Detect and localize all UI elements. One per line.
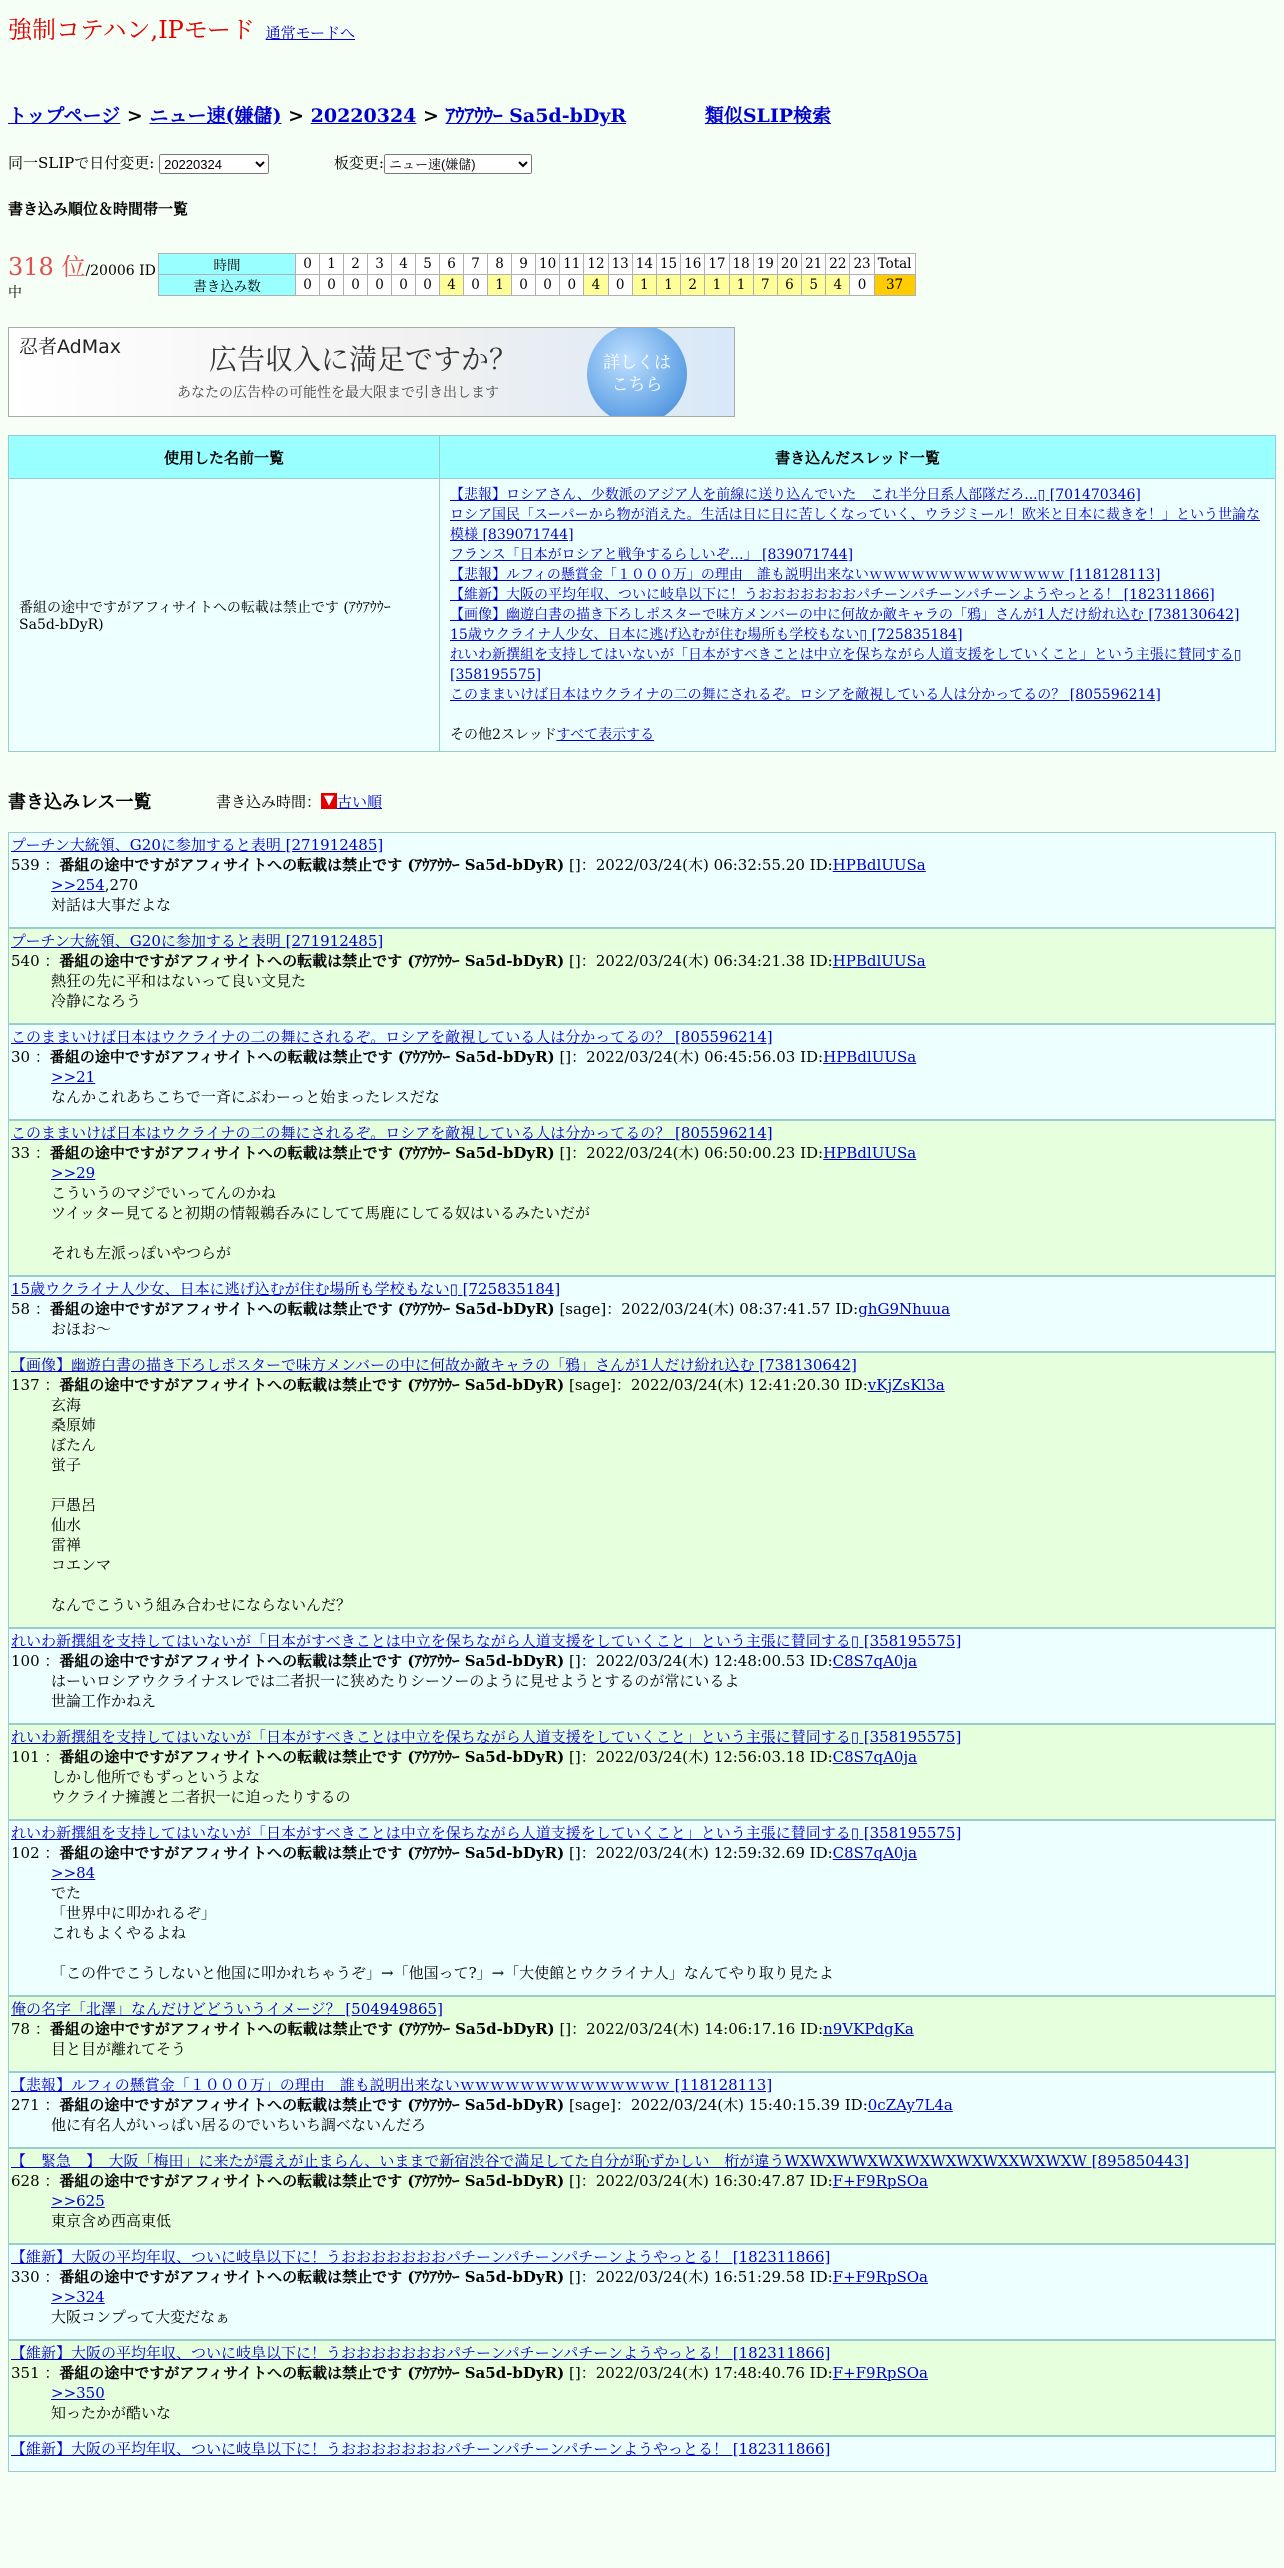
post-thread	[11, 1823, 1275, 1843]
post-id-link[interactable]: C8S7qA0ja	[832, 1844, 918, 1862]
post-text-line: 大阪コンプって大変だなぁ	[51, 2308, 231, 2326]
post-id-link[interactable]: 0cZAy7L4a	[867, 2096, 953, 2114]
count-cell: 1	[632, 275, 656, 296]
post-thread	[11, 1355, 1275, 1375]
post-thread	[11, 835, 1275, 855]
post-thread-link[interactable]: 【維新】大阪の平均年収、ついに岐阜以下に！うおおおおおおおパチーンパチーンパチーンようやっとる！ [182311866]	[11, 2344, 831, 2362]
post-text-line: ぼたん	[51, 1436, 97, 1454]
breadcrumb	[8, 101, 1276, 128]
ranking-section-title: 書き込み順位＆時間帯一覧	[8, 200, 189, 218]
post-mail: []	[568, 2172, 581, 2190]
post-thread-link[interactable]: プーチン大統領、G20に参加すると表明 [271912485]	[11, 932, 384, 950]
post-meta: 271 ：番組の途中ですがアフィサイトへの転載は禁止です (ｱｳｱｳｳｰ Sa5d-bDyR) [sage]：2022/03/24(木) 15:40:15.39 ID:0cZAy7L4a	[11, 2096, 953, 2114]
post-number: 540	[11, 952, 40, 970]
post-id-link[interactable]: ghG9Nhuua	[858, 1300, 951, 1318]
thread-link[interactable]: 【維新】大阪の平均年収、ついに岐阜以下に！うおおおおおおおパチーンパチーンパチーンようやっとる！ [182311866]	[450, 587, 1215, 603]
post-thread-link[interactable]: 【悲報】ルフィの懸賞金「１０００万」の理由 誰も説明出来ないｗｗｗｗｗｗｗｗｗｗｗｗｗｗ [118128113]	[11, 2076, 773, 2094]
post-anchor-link[interactable]: >>21	[51, 1068, 96, 1086]
hour-cell: 18	[729, 254, 753, 275]
ad-subtext: あなたの広告枠の可能性を最大限まで引き出します	[177, 385, 499, 401]
post-text-line: 東京含め西高東低	[51, 2212, 172, 2230]
post-text-line: コエンマ	[51, 1556, 112, 1574]
count-cell: 7	[753, 275, 777, 296]
post-name: 番組の途中ですがアフィサイトへの転載は禁止です (ｱｳｱｳｳｰ Sa5d-bDyR)	[59, 2096, 565, 2114]
post-meta: 539 ：番組の途中ですがアフィサイトへの転載は禁止です (ｱｳｱｳｳｰ Sa5d-bDyR) []：2022/03/24(木) 06:32:55.20 ID:HPBdlUUSa	[11, 856, 926, 874]
post-thread	[11, 1727, 1275, 1747]
post-thread	[11, 2343, 1275, 2363]
post-thread	[11, 1123, 1275, 1143]
rank-value: 318 位	[8, 253, 86, 281]
post-text-line: でた	[51, 1884, 82, 1902]
post-name: 番組の途中ですがアフィサイトへの転載は禁止です (ｱｳｱｳｳｰ Sa5d-bDyR)	[59, 856, 565, 874]
post-name: 番組の途中ですがアフィサイトへの転載は禁止です (ｱｳｱｳｳｰ Sa5d-bDyR)	[49, 1144, 555, 1162]
hour-cell: 4	[392, 254, 416, 275]
post-item	[8, 928, 1276, 1024]
post-number: 101	[11, 1748, 40, 1766]
post-thread-link[interactable]: 【維新】大阪の平均年収、ついに岐阜以下に！うおおおおおおおパチーンパチーンパチーンようやっとる！ [182311866]	[11, 2248, 831, 2266]
count-cell: 0	[368, 275, 392, 296]
breadcrumb-board-link[interactable]: ニュー速(嫌儲)	[149, 105, 282, 127]
rank-summary	[8, 247, 158, 302]
post-number: 102	[11, 1844, 40, 1862]
post-number: 351	[11, 2364, 40, 2382]
breadcrumb-slip-link[interactable]: ｱｳｱｳｳｰ Sa5d-bDyR	[445, 105, 627, 127]
count-cell: 0	[512, 275, 536, 296]
hour-cell: 0	[296, 254, 320, 275]
post-mail: []	[568, 1652, 581, 1670]
hour-cell: 1	[320, 254, 344, 275]
count-cell: 0	[464, 275, 488, 296]
post-thread	[11, 1631, 1275, 1651]
post-date: 2022/03/24(木) 12:41:20.30	[630, 1376, 840, 1394]
hour-cell: 9	[512, 254, 536, 275]
more-threads-line	[450, 725, 1265, 745]
post-mail: []	[559, 1144, 572, 1162]
post-thread-link[interactable]: 俺の名字「北澤」なんだけどどういうイメージ？ [504949865]	[11, 2000, 443, 2018]
post-body	[51, 1319, 1275, 1339]
res-list-header	[8, 788, 1276, 814]
post-text-line: 「世界中に叩かれるぞ」	[51, 1904, 217, 1922]
post-id-link[interactable]: HPBdlUUSa	[832, 952, 926, 970]
count-cell: 37	[874, 275, 915, 296]
mode-header	[8, 0, 1276, 45]
ad-headline: 広告収入に満足ですか？	[209, 343, 518, 376]
hour-cell: 20	[777, 254, 801, 275]
post-thread-link[interactable]: このままいけば日本はウクライナの二の舞にされるぞ。ロシアを敵視している人は分かってるの？ [805596214]	[11, 1124, 773, 1142]
post-time-label: 書き込み時間：	[216, 792, 322, 811]
post-item	[8, 1628, 1276, 1724]
post-mail: []	[568, 2364, 581, 2382]
post-body	[51, 1163, 1275, 1263]
post-text-line: これもよくやるよね	[51, 1924, 187, 1942]
post-body	[51, 1671, 1275, 1711]
rank-total: /20006 ID中	[8, 263, 156, 301]
count-cell: 1	[729, 275, 753, 296]
post-item	[8, 2436, 1276, 2472]
post-item	[8, 1024, 1276, 1120]
used-name: 番組の途中ですがアフィサイトへの転載は禁止です (ｱｳｱｳｳｰ Sa5d-bDyR)	[9, 479, 440, 752]
post-anchor-extra: ,270	[104, 876, 139, 894]
post-body	[51, 1395, 1275, 1615]
post-meta: 137 ：番組の途中ですがアフィサイトへの転載は禁止です (ｱｳｱｳｳｰ Sa5d-bDyR) [sage]：2022/03/24(木) 12:41:20.30 ID:vKjZsKl3a	[11, 1376, 945, 1394]
sort-arrow-icon[interactable]: ▼	[321, 793, 337, 809]
post-mail: []	[568, 856, 581, 874]
post-body	[51, 1863, 1275, 1983]
post-number: 539	[11, 856, 40, 874]
post-mail: []	[568, 1844, 581, 1862]
post-item	[8, 1820, 1276, 1996]
count-cell: 4	[584, 275, 608, 296]
post-body	[51, 2287, 1275, 2327]
post-date: 2022/03/24(木) 16:30:47.87	[595, 2172, 805, 2190]
post-text-line: 熱狂の先に平和はないって良い文見た	[51, 972, 307, 990]
post-anchor-line	[51, 1163, 1275, 1183]
count-cell: 4	[826, 275, 850, 296]
post-thread	[11, 2439, 1275, 2459]
post-text-line: はーいロシアウクライナスレでは二者択一に狭めたりシーソーのように見せようとするのが常にいるよ	[51, 1672, 740, 1690]
hour-cell: 2	[344, 254, 368, 275]
post-body	[51, 1767, 1275, 1807]
show-all-threads-link[interactable]: すべて表示する	[556, 727, 655, 743]
hour-cell: 10	[536, 254, 560, 275]
hour-cell: 16	[681, 254, 705, 275]
post-meta: 351 ：番組の途中ですがアフィサイトへの転載は禁止です (ｱｳｱｳｳｰ Sa5d-bDyR) []：2022/03/24(木) 17:48:40.76 ID:F+F9RpSOa	[11, 2364, 928, 2382]
post-id-link[interactable]: F+F9RpSOa	[832, 2364, 928, 2382]
post-text-line: 戸愚呂	[51, 1496, 97, 1514]
post-text-line: 目と目が離れてそう	[51, 2040, 187, 2058]
post-text-line: こういうのマジでいってんのかね	[51, 1184, 277, 1202]
post-body	[51, 2039, 1275, 2059]
selectors	[8, 152, 1276, 174]
hour-cell: 15	[656, 254, 680, 275]
ranking-row	[8, 247, 1276, 302]
post-text-line: 知ったかが酷いな	[51, 2404, 172, 2422]
board-select[interactable]	[384, 154, 532, 174]
post-anchor-line	[51, 875, 1275, 895]
similar-slip-search-link[interactable]: 類似SLIP検索	[704, 105, 832, 127]
hour-cell: 21	[802, 254, 826, 275]
thread-link[interactable]: 【画像】幽遊白書の描き下ろしポスターで味方メンバーの中に何故か敵キャラの「鴉」さんが1人だけ紛れ込む [738130642]	[450, 607, 1240, 623]
post-number: 628	[11, 2172, 40, 2190]
ad-banner[interactable]	[8, 327, 735, 417]
post-mail: [sage]	[559, 1300, 607, 1318]
count-cell: 4	[440, 275, 464, 296]
post-number: 330	[11, 2268, 40, 2286]
post-id-link[interactable]: C8S7qA0ja	[832, 1652, 918, 1670]
post-number: 100	[11, 1652, 40, 1670]
hour-cell: 5	[416, 254, 440, 275]
post-date: 2022/03/24(木) 14:06:17.16	[586, 2020, 796, 2038]
hour-cell: 23	[850, 254, 874, 275]
post-text-line: なんかこれあちこちで一斉にぶわーっと始まったレスだな	[51, 1088, 440, 1106]
post-name: 番組の途中ですがアフィサイトへの転載は禁止です (ｱｳｱｳｳｰ Sa5d-bDyR)	[59, 2268, 565, 2286]
post-number: 78	[11, 2020, 31, 2038]
post-text-line: それも左派っぽいやつらが	[51, 1244, 232, 1262]
post-date: 2022/03/24(木) 17:48:40.76	[595, 2364, 805, 2382]
count-cell: 0	[560, 275, 584, 296]
hours-row-label: 時間	[159, 254, 296, 275]
count-cell: 6	[777, 275, 801, 296]
post-number: 33	[11, 1144, 31, 1162]
hour-cell: 11	[560, 254, 584, 275]
thread-link[interactable]: フランス「日本がロシアと戦争するらしいぞ…」 [839071744]	[450, 547, 854, 563]
post-id-link[interactable]: n9VKPdgKa	[823, 2020, 914, 2038]
post-thread	[11, 1279, 1275, 1299]
thread-link[interactable]: 【悲報】ルフィの懸賞金「１０００万」の理由 誰も説明出来ないｗｗｗｗｗｗｗｗｗｗｗｗｗｗ [118128113]	[450, 567, 1161, 583]
post-mail: []	[559, 2020, 572, 2038]
post-date: 2022/03/24(木) 06:32:55.20	[595, 856, 805, 874]
post-number: 137	[11, 1376, 40, 1394]
post-id-link[interactable]: HPBdlUUSa	[832, 856, 926, 874]
post-number: 58	[11, 1300, 31, 1318]
sort-oldest-link[interactable]: 古い順	[337, 792, 383, 811]
hour-cell: 6	[440, 254, 464, 275]
post-body	[51, 2115, 1275, 2135]
post-text-line: おほお～	[51, 1320, 112, 1338]
post-name: 番組の途中ですがアフィサイトへの転載は禁止です (ｱｳｱｳｳｰ Sa5d-bDyR)	[59, 1844, 565, 1862]
ad-brand-logo: 忍者AdMax	[19, 336, 122, 358]
post-id-link[interactable]: C8S7qA0ja	[832, 1748, 918, 1766]
count-cell: 0	[536, 275, 560, 296]
post-list	[8, 832, 1276, 2472]
thread-list	[440, 479, 1276, 752]
post-number: 30	[11, 1048, 31, 1066]
post-meta: 100 ：番組の途中ですがアフィサイトへの転載は禁止です (ｱｳｱｳｳｰ Sa5d-bDyR) []：2022/03/24(木) 12:48:00.53 ID:C8S7qA0ja	[11, 1652, 918, 1670]
post-mail: [sage]	[568, 2096, 616, 2114]
thread-link[interactable]: れいわ新撰組を支持してはいないが「日本がすべきことは中立を保ちながら人道支援をしていくこと」という主張に賛同する▯ [358195575]	[450, 647, 1242, 683]
post-name: 番組の途中ですがアフィサイトへの転載は禁止です (ｱｳｱｳｳｰ Sa5d-bDyR)	[59, 1748, 565, 1766]
post-item	[8, 2244, 1276, 2340]
post-name: 番組の途中ですがアフィサイトへの転載は禁止です (ｱｳｱｳｳｰ Sa5d-bDyR)	[59, 952, 565, 970]
threads-column-header: 書き込んだスレッド一覧	[440, 436, 1276, 479]
post-text-line: 玄海	[51, 1396, 82, 1414]
post-text-line: しかし他所でもずっというよな	[51, 1768, 261, 1786]
count-cell: 0	[850, 275, 874, 296]
post-thread-link[interactable]: 【 緊急 】 大阪「梅田」に来たが震えが止まらん、いままで新宿渋谷で満足してた自分が恥ずかしい 桁が違うWXWXWWXWXWXWXWXWXXWXWXW [895850443]	[11, 2152, 1190, 2170]
post-text-line: ツイッター見てると初期の情報鵜呑みにしてて馬鹿にしてる奴はいるみたいだが	[51, 1204, 590, 1222]
count-cell: 0	[416, 275, 440, 296]
counts-row-label: 書き込み数	[159, 275, 296, 296]
post-item	[8, 2340, 1276, 2436]
hour-cell: 8	[488, 254, 512, 275]
thread-link[interactable]: 【悲報】ロシアさん、少数派のアジア人を前線に送り込んでいた これ半分日系人部隊だろ...▯ [701470346]	[450, 487, 1141, 503]
breadcrumb-separator: >	[126, 105, 143, 127]
slip-date-select[interactable]	[159, 154, 269, 174]
post-body	[51, 2383, 1275, 2423]
count-cell: 0	[296, 275, 320, 296]
post-text-line: なんでこういう組み合わせにならないんだ？	[51, 1596, 352, 1614]
count-cell: 1	[705, 275, 729, 296]
post-anchor-line	[51, 1067, 1275, 1087]
post-meta: 330 ：番組の途中ですがアフィサイトへの転載は禁止です (ｱｳｱｳｳｰ Sa5d-bDyR) []：2022/03/24(木) 16:51:29.58 ID:F+F9RpSOa	[11, 2268, 928, 2286]
post-anchor-line	[51, 2383, 1275, 2403]
post-meta: 33 ：番組の途中ですがアフィサイトへの転載は禁止です (ｱｳｱｳｳｰ Sa5d-bDyR) []：2022/03/24(木) 06:50:00.23 ID:HPBdlUUSa	[11, 1144, 917, 1162]
post-text-line: 蛍子	[51, 1456, 82, 1474]
post-body	[51, 1067, 1275, 1107]
hour-cell: 3	[368, 254, 392, 275]
post-text-line: 対話は大事だよな	[51, 896, 172, 914]
names-column-header: 使用した名前一覧	[9, 436, 440, 479]
post-date: 2022/03/24(木) 08:37:41.57	[621, 1300, 831, 1318]
hour-cell: 22	[826, 254, 850, 275]
post-thread-link[interactable]: プーチン大統領、G20に参加すると表明 [271912485]	[11, 836, 384, 854]
post-mail: []	[568, 1748, 581, 1766]
post-id-link[interactable]: F+F9RpSOa	[832, 2268, 928, 2286]
hour-cell: 19	[753, 254, 777, 275]
post-text-line: 冷静になろう	[51, 992, 142, 1010]
hour-cell: 13	[608, 254, 632, 275]
post-meta: 30 ：番組の途中ですがアフィサイトへの転載は禁止です (ｱｳｱｳｳｰ Sa5d-bDyR) []：2022/03/24(木) 06:45:56.03 ID:HPBdlUUSa	[11, 1048, 917, 1066]
post-body	[51, 2191, 1275, 2231]
post-thread	[11, 1027, 1275, 1047]
post-meta: 78 ：番組の途中ですがアフィサイトへの転載は禁止です (ｱｳｱｳｳｰ Sa5d-bDyR) []：2022/03/24(木) 14:06:17.16 ID:n9VKPdgKa	[11, 2020, 914, 2038]
count-cell: 1	[656, 275, 680, 296]
post-thread-link[interactable]: このままいけば日本はウクライナの二の舞にされるぞ。ロシアを敵視している人は分かってるの？ [805596214]	[11, 1028, 773, 1046]
breadcrumb-separator: >	[288, 105, 304, 127]
post-number: 271	[11, 2096, 40, 2114]
post-body	[51, 971, 1275, 1011]
post-text-line	[51, 1943, 1275, 1963]
normal-mode-link[interactable]: 通常モードへ	[265, 24, 356, 42]
post-anchor-link[interactable]: >>350	[51, 2384, 105, 2402]
thread-link[interactable]: このままいけば日本はウクライナの二の舞にされるぞ。ロシアを敵視している人は分かってるの？ [805596214]	[450, 687, 1161, 703]
post-id-link[interactable]: HPBdlUUSa	[823, 1048, 917, 1066]
post-name: 番組の途中ですがアフィサイトへの転載は禁止です (ｱｳｱｳｳｰ Sa5d-bDyR)	[59, 2172, 565, 2190]
post-date: 2022/03/24(木) 06:50:00.23	[586, 1144, 796, 1162]
post-thread-link[interactable]: れいわ新撰組を支持してはいないが「日本がすべきことは中立を保ちながら人道支援をしていくこと」という主張に賛同する▯ [358195575]	[11, 1824, 962, 1842]
post-name: 番組の途中ですがアフィサイトへの転載は禁止です (ｱｳｱｳｳｰ Sa5d-bDyR)	[59, 1652, 565, 1670]
more-threads-count: その他2スレッド	[450, 727, 557, 743]
post-date: 2022/03/24(木) 12:48:00.53	[595, 1652, 805, 1670]
post-meta: 102 ：番組の途中ですがアフィサイトへの転載は禁止です (ｱｳｱｳｳｰ Sa5d-bDyR) []：2022/03/24(木) 12:59:32.69 ID:C8S7qA0ja	[11, 1844, 918, 1862]
breadcrumb-top-link[interactable]: トップページ	[8, 105, 121, 127]
post-item	[8, 1996, 1276, 2072]
post-item	[8, 1724, 1276, 1820]
post-thread	[11, 2075, 1275, 2095]
post-date: 2022/03/24(木) 16:51:29.58	[595, 2268, 805, 2286]
ad-details-button[interactable]: 詳しくは こちら	[587, 327, 687, 417]
post-text-line: 他に有名人がいっぱい居るのでいちいち調べないんだろ	[51, 2116, 427, 2134]
count-cell: 0	[608, 275, 632, 296]
thread-link[interactable]: ロシア国民「スーパーから物が消えた。生活は日に日に苦しくなっていく、ウラジミール！欧米と日本に裁きを！」という世論な模様 [839071744]	[450, 507, 1261, 543]
post-name: 番組の途中ですがアフィサイトへの転載は禁止です (ｱｳｱｳｳｰ Sa5d-bDyR)	[49, 2020, 555, 2038]
post-date: 2022/03/24(木) 12:59:32.69	[595, 1844, 805, 1862]
post-thread	[11, 2247, 1275, 2267]
mode-title: 強制コテハン,IPモード	[8, 16, 255, 44]
post-text-line	[51, 1475, 1275, 1495]
breadcrumb-date-link[interactable]: 20220324	[310, 105, 417, 127]
post-date: 2022/03/24(木) 15:40:15.39	[630, 2096, 840, 2114]
post-anchor-line	[51, 2287, 1275, 2307]
post-anchor-link[interactable]: >>625	[51, 2192, 105, 2210]
post-text-line: 桑原姉	[51, 1416, 97, 1434]
count-cell: 5	[802, 275, 826, 296]
post-item	[8, 832, 1276, 928]
post-mail: [sage]	[568, 1376, 616, 1394]
post-item	[8, 2148, 1276, 2244]
post-id-link[interactable]: F+F9RpSOa	[832, 2172, 928, 2190]
post-anchor-link[interactable]: >>324	[51, 2288, 105, 2306]
post-item	[8, 1352, 1276, 1628]
post-anchor-line	[51, 1863, 1275, 1883]
post-mail: []	[568, 2268, 581, 2286]
thread-link[interactable]: 15歳ウクライナ人少女、日本に逃げ込むが住む場所も学校もない▯ [725835184]	[450, 627, 963, 643]
post-date: 2022/03/24(木) 06:45:56.03	[586, 1048, 796, 1066]
post-text-line: ウクライナ擁護と二者択一に迫ったりするの	[51, 1788, 351, 1806]
post-meta: 628 ：番組の途中ですがアフィサイトへの転載は禁止です (ｱｳｱｳｳｰ Sa5d-bDyR) []：2022/03/24(木) 16:30:47.87 ID:F+F9RpSOa	[11, 2172, 928, 2190]
post-name: 番組の途中ですがアフィサイトへの転載は禁止です (ｱｳｱｳｳｰ Sa5d-bDyR)	[49, 1300, 555, 1318]
post-text-line: 仙水	[51, 1516, 82, 1534]
post-thread-link[interactable]: れいわ新撰組を支持してはいないが「日本がすべきことは中立を保ちながら人道支援をしていくこと」という主張に賛同する▯ [358195575]	[11, 1632, 962, 1650]
post-text-line: 世論工作かねえ	[51, 1692, 157, 1710]
board-change-label: 板変更:	[333, 154, 384, 172]
post-text-line	[51, 1223, 1275, 1243]
post-item	[8, 2072, 1276, 2148]
hour-cell: 17	[705, 254, 729, 275]
post-mail: []	[559, 1048, 572, 1066]
post-id-link[interactable]: vKjZsKl3a	[867, 1376, 945, 1394]
count-cell: 0	[344, 275, 368, 296]
count-cell: 0	[392, 275, 416, 296]
post-name: 番組の途中ですがアフィサイトへの転載は禁止です (ｱｳｱｳｳｰ Sa5d-bDyR)	[49, 1048, 555, 1066]
post-item	[8, 1120, 1276, 1276]
post-item	[8, 1276, 1276, 1352]
hourly-post-table	[158, 253, 916, 296]
post-text-line: 「この件でこうしないと他国に叩かれちゃうぞ」→「他国って?」→「大使館とウクライナ人」なんてやり取り見たよ	[51, 1964, 834, 1982]
post-body	[51, 875, 1275, 915]
hour-cell: 7	[464, 254, 488, 275]
post-date: 2022/03/24(木) 12:56:03.18	[595, 1748, 805, 1766]
hour-cell: 14	[632, 254, 656, 275]
post-thread	[11, 931, 1275, 951]
post-meta: 58 ：番組の途中ですがアフィサイトへの転載は禁止です (ｱｳｱｳｳｰ Sa5d-bDyR) [sage]：2022/03/24(木) 08:37:41.57 ID:ghG9Nhuua	[11, 1300, 951, 1318]
breadcrumb-separator: >	[423, 105, 439, 127]
post-date: 2022/03/24(木) 06:34:21.38	[595, 952, 805, 970]
post-meta: 101 ：番組の途中ですがアフィサイトへの転載は禁止です (ｱｳｱｳｳｰ Sa5d-bDyR) []：2022/03/24(木) 12:56:03.18 ID:C8S7qA0ja	[11, 1748, 918, 1766]
post-name: 番組の途中ですがアフィサイトへの転載は禁止です (ｱｳｱｳｳｰ Sa5d-bDyR)	[59, 2364, 565, 2382]
slip-date-label: 同一SLIPで日付変更:	[8, 154, 155, 172]
post-text-line	[51, 1575, 1275, 1595]
post-mail: []	[568, 952, 581, 970]
post-anchor-link[interactable]: >>254	[51, 876, 105, 894]
hour-cell: Total	[874, 254, 915, 275]
hour-cell: 12	[584, 254, 608, 275]
post-thread	[11, 2151, 1275, 2171]
post-anchor-link[interactable]: >>29	[51, 1164, 96, 1182]
count-cell: 2	[681, 275, 705, 296]
post-thread-link[interactable]: 【画像】幽遊白書の描き下ろしポスターで味方メンバーの中に何故か敵キャラの「鴉」さんが1人だけ紛れ込む [738130642]	[11, 1356, 857, 1374]
count-cell: 0	[320, 275, 344, 296]
summary-table	[8, 435, 1276, 752]
post-thread	[11, 1999, 1275, 2019]
post-thread-link[interactable]: れいわ新撰組を支持してはいないが「日本がすべきことは中立を保ちながら人道支援をしていくこと」という主張に賛同する▯ [358195575]	[11, 1728, 962, 1746]
post-anchor-link[interactable]: >>84	[51, 1864, 96, 1882]
count-cell: 1	[488, 275, 512, 296]
post-thread-link[interactable]: 15歳ウクライナ人少女、日本に逃げ込むが住む場所も学校もない▯ [725835184]	[11, 1280, 561, 1298]
post-name: 番組の途中ですがアフィサイトへの転載は禁止です (ｱｳｱｳｳｰ Sa5d-bDyR)	[59, 1376, 565, 1394]
post-meta: 540 ：番組の途中ですがアフィサイトへの転載は禁止です (ｱｳｱｳｳｰ Sa5d-bDyR) []：2022/03/24(木) 06:34:21.38 ID:HPBdlUUSa	[11, 952, 926, 970]
post-text-line: 雷禅	[51, 1536, 82, 1554]
post-anchor-line	[51, 2191, 1275, 2211]
res-list-title: 書き込みレス一覧	[8, 792, 152, 813]
post-id-link[interactable]: HPBdlUUSa	[823, 1144, 917, 1162]
post-thread-link[interactable]: 【維新】大阪の平均年収、ついに岐阜以下に！うおおおおおおおパチーンパチーンパチーンようやっとる！ [182311866]	[11, 2440, 831, 2458]
